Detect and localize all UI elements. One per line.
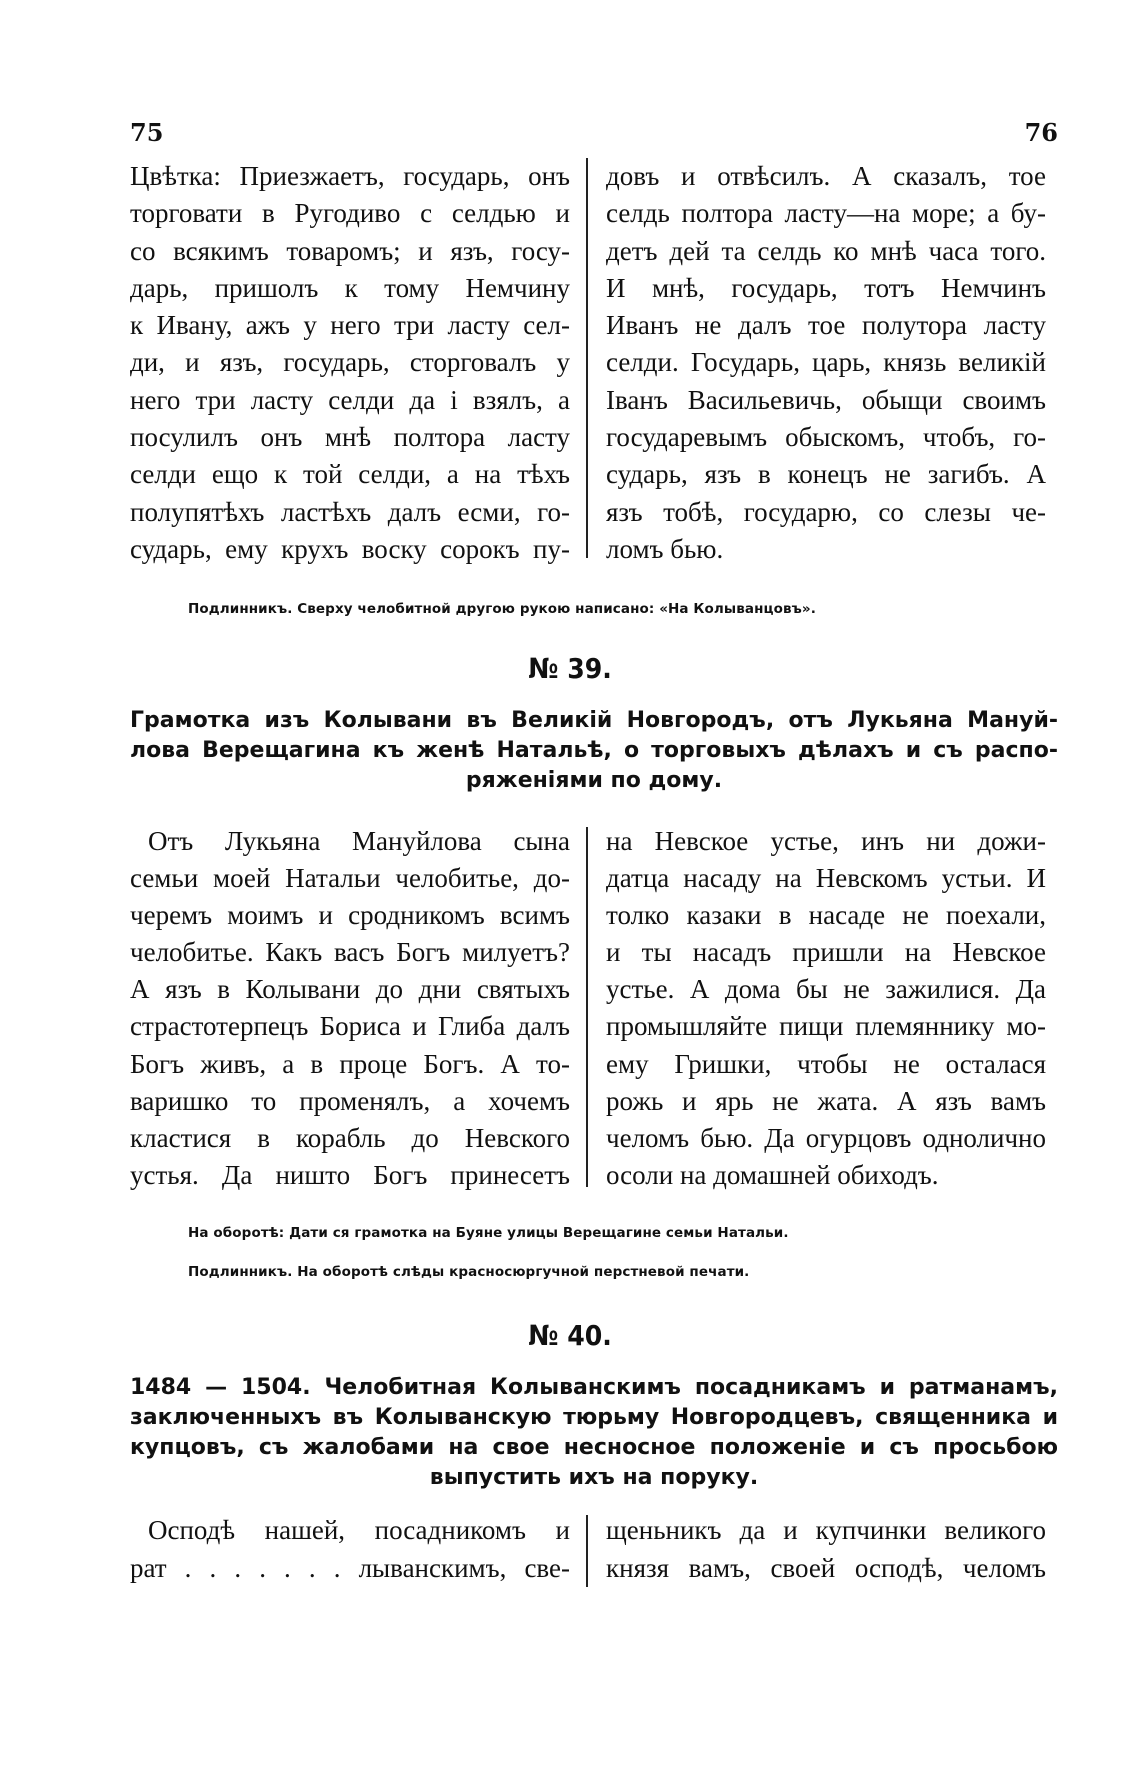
section1-left-column	[130, 158, 586, 568]
text-line: страстотерпецъ Бориса и Глиба далъ	[130, 1011, 570, 1042]
text-line: ему Гришки, чтобы не осталася	[606, 1048, 1046, 1079]
document-number-40: № 40.	[528, 1319, 612, 1352]
text-line: него три ласту селди да і взялъ, а	[130, 384, 570, 415]
document-39-columns	[130, 823, 1058, 1194]
text-line: селди ещо к той селди, а на тѣхъ	[130, 459, 570, 490]
document-40-left-column	[130, 1511, 586, 1587]
text-line: Богъ живъ, а в проце Богъ. А то-	[130, 1048, 570, 1079]
text-line: А язъ в Колывани до дни святыхъ	[130, 974, 570, 1005]
heading-line: 1484 — 1504. Челобитная Колыванскимъ посадникамъ и ратманамъ,	[130, 1375, 1058, 1400]
reverse-side-note: На оборотѣ: Дати ся грамотка на Буяне улицы Верещагине семьи Натальи.	[188, 1225, 789, 1241]
heading-line: ряженіями по дому.	[465, 768, 723, 793]
text-line: И мнѣ, государь, тотъ Немчинъ	[606, 272, 1046, 303]
text-line: довъ и отвѣсилъ. А сказалъ, тое	[606, 161, 1046, 191]
document-number-39: № 39.	[528, 652, 612, 685]
text-line: ломъ бью.	[606, 533, 724, 564]
text-line: ди, и язъ, государь, сторговалъ у	[130, 347, 570, 378]
page-number-right: 76	[1024, 118, 1058, 147]
heading-line: Грамотка изъ Колывани въ Великій Новгородъ, отъ Лукьяна Мануй-	[130, 708, 1058, 733]
text-line: осоли на домашней обиходъ.	[606, 1159, 939, 1190]
text-line: посулилъ онъ мнѣ полтора ласту	[130, 422, 570, 453]
heading-line: заключенныхъ въ Колыванскую тюрьму Новгородцевъ, священника и	[130, 1405, 1058, 1430]
text-line: Цвѣтка: Приезжаетъ, государь, онъ	[130, 161, 570, 191]
text-line: сударь, язъ в конецъ не загибъ. А	[606, 459, 1046, 490]
text-line: черемъ моимъ и сродникомъ всимъ	[130, 900, 570, 931]
text-line: к Ивану, ажъ у него три ласту сел-	[130, 310, 570, 341]
text-line: селдь полтора ласту—на море; а бу-	[606, 198, 1046, 229]
page-number-left: 75	[130, 118, 164, 147]
heading-line: лова Верещагина къ женѣ Натальѣ, о торговыхъ дѣлахъ и съ распо-	[130, 738, 1058, 763]
document-39-heading	[130, 706, 1058, 796]
text-line: датца насаду на Невскомъ устьи. И	[606, 863, 1046, 894]
text-line: челомъ бью. Да огурцовъ однолично	[606, 1122, 1046, 1153]
text-line: Іванъ Васильевичь, обыщи своимъ	[606, 384, 1046, 415]
section1-right-column	[588, 158, 1046, 568]
text-line: язъ тобѣ, государю, со слезы че-	[606, 496, 1046, 527]
text-line: челобитье. Какъ васъ Богъ милуетъ?	[130, 937, 570, 968]
text-line: рожь и ярь не жата. А язъ вамъ	[606, 1085, 1046, 1116]
text-line: Отъ Лукьяна Мануйлова сына	[148, 826, 570, 856]
text-line: селди. Государь, царь, князь великій	[606, 347, 1046, 378]
text-line: сударь, ему круxъ воску сорокъ пу-	[130, 533, 570, 564]
document-40-right-column	[588, 1511, 1046, 1587]
source-note: Подлинникъ. На оборотѣ слѣды красносюргучной перстневой печати.	[188, 1264, 750, 1280]
heading-line: купцовъ, съ жалобами на свое несносное положеніе и съ просьбою	[130, 1435, 1058, 1460]
section1-columns	[130, 158, 1058, 568]
text-line: и ты насадъ пришли на Невское	[606, 937, 1046, 968]
text-line: рат . . . . . . . лыванскимъ, све-	[130, 1553, 570, 1583]
document-40-heading	[130, 1373, 1058, 1493]
text-line: семьи моей Натальи челобитье, до-	[130, 863, 570, 894]
text-line: полупятѣхъ ластѣхъ далъ есми, го-	[130, 496, 570, 527]
source-note: Подлинникъ. Сверху челобитной другою рукою написано: «На Колыванцовъ».	[188, 601, 816, 617]
heading-line: выпустить ихъ на поруку.	[429, 1465, 759, 1490]
text-line: промышляйте пищи племяннику мо-	[606, 1011, 1046, 1042]
text-line: щеньникъ да и купчинки великого	[606, 1515, 1046, 1545]
text-line: толко казаки в насаде не поехали,	[606, 900, 1046, 931]
text-line: кластися в корабль до Невского	[130, 1122, 570, 1153]
text-line: князя вамъ, своей осподѣ, челомъ	[606, 1553, 1046, 1583]
text-line: государевымъ обыскомъ, чтобъ, го-	[606, 422, 1046, 453]
text-line: варишко то променялъ, а хочемъ	[130, 1085, 570, 1116]
text-line: дарь, пришолъ к тому Немчину	[130, 272, 570, 303]
text-line: устье. А дома бы не зажилися. Да	[606, 974, 1046, 1005]
text-line: детъ дей та селдь ко мнѣ часа того.	[606, 235, 1046, 266]
text-line: на Невское устье, инъ ни дожи-	[606, 826, 1046, 856]
document-39-left-column	[130, 823, 586, 1194]
text-line: Иванъ не далъ тое полутора ласту	[606, 310, 1046, 341]
text-line: торговати в Ругодиво с селдью и	[130, 198, 570, 229]
text-line: устья. Да ништо Богъ принесетъ	[130, 1159, 570, 1190]
document-40-columns	[130, 1511, 1058, 1587]
document-39-right-column	[588, 823, 1046, 1194]
text-line: Осподѣ нашей, посадникомъ и	[148, 1515, 570, 1545]
text-line: со всякимъ товаромъ; и язъ, госу-	[130, 235, 570, 266]
